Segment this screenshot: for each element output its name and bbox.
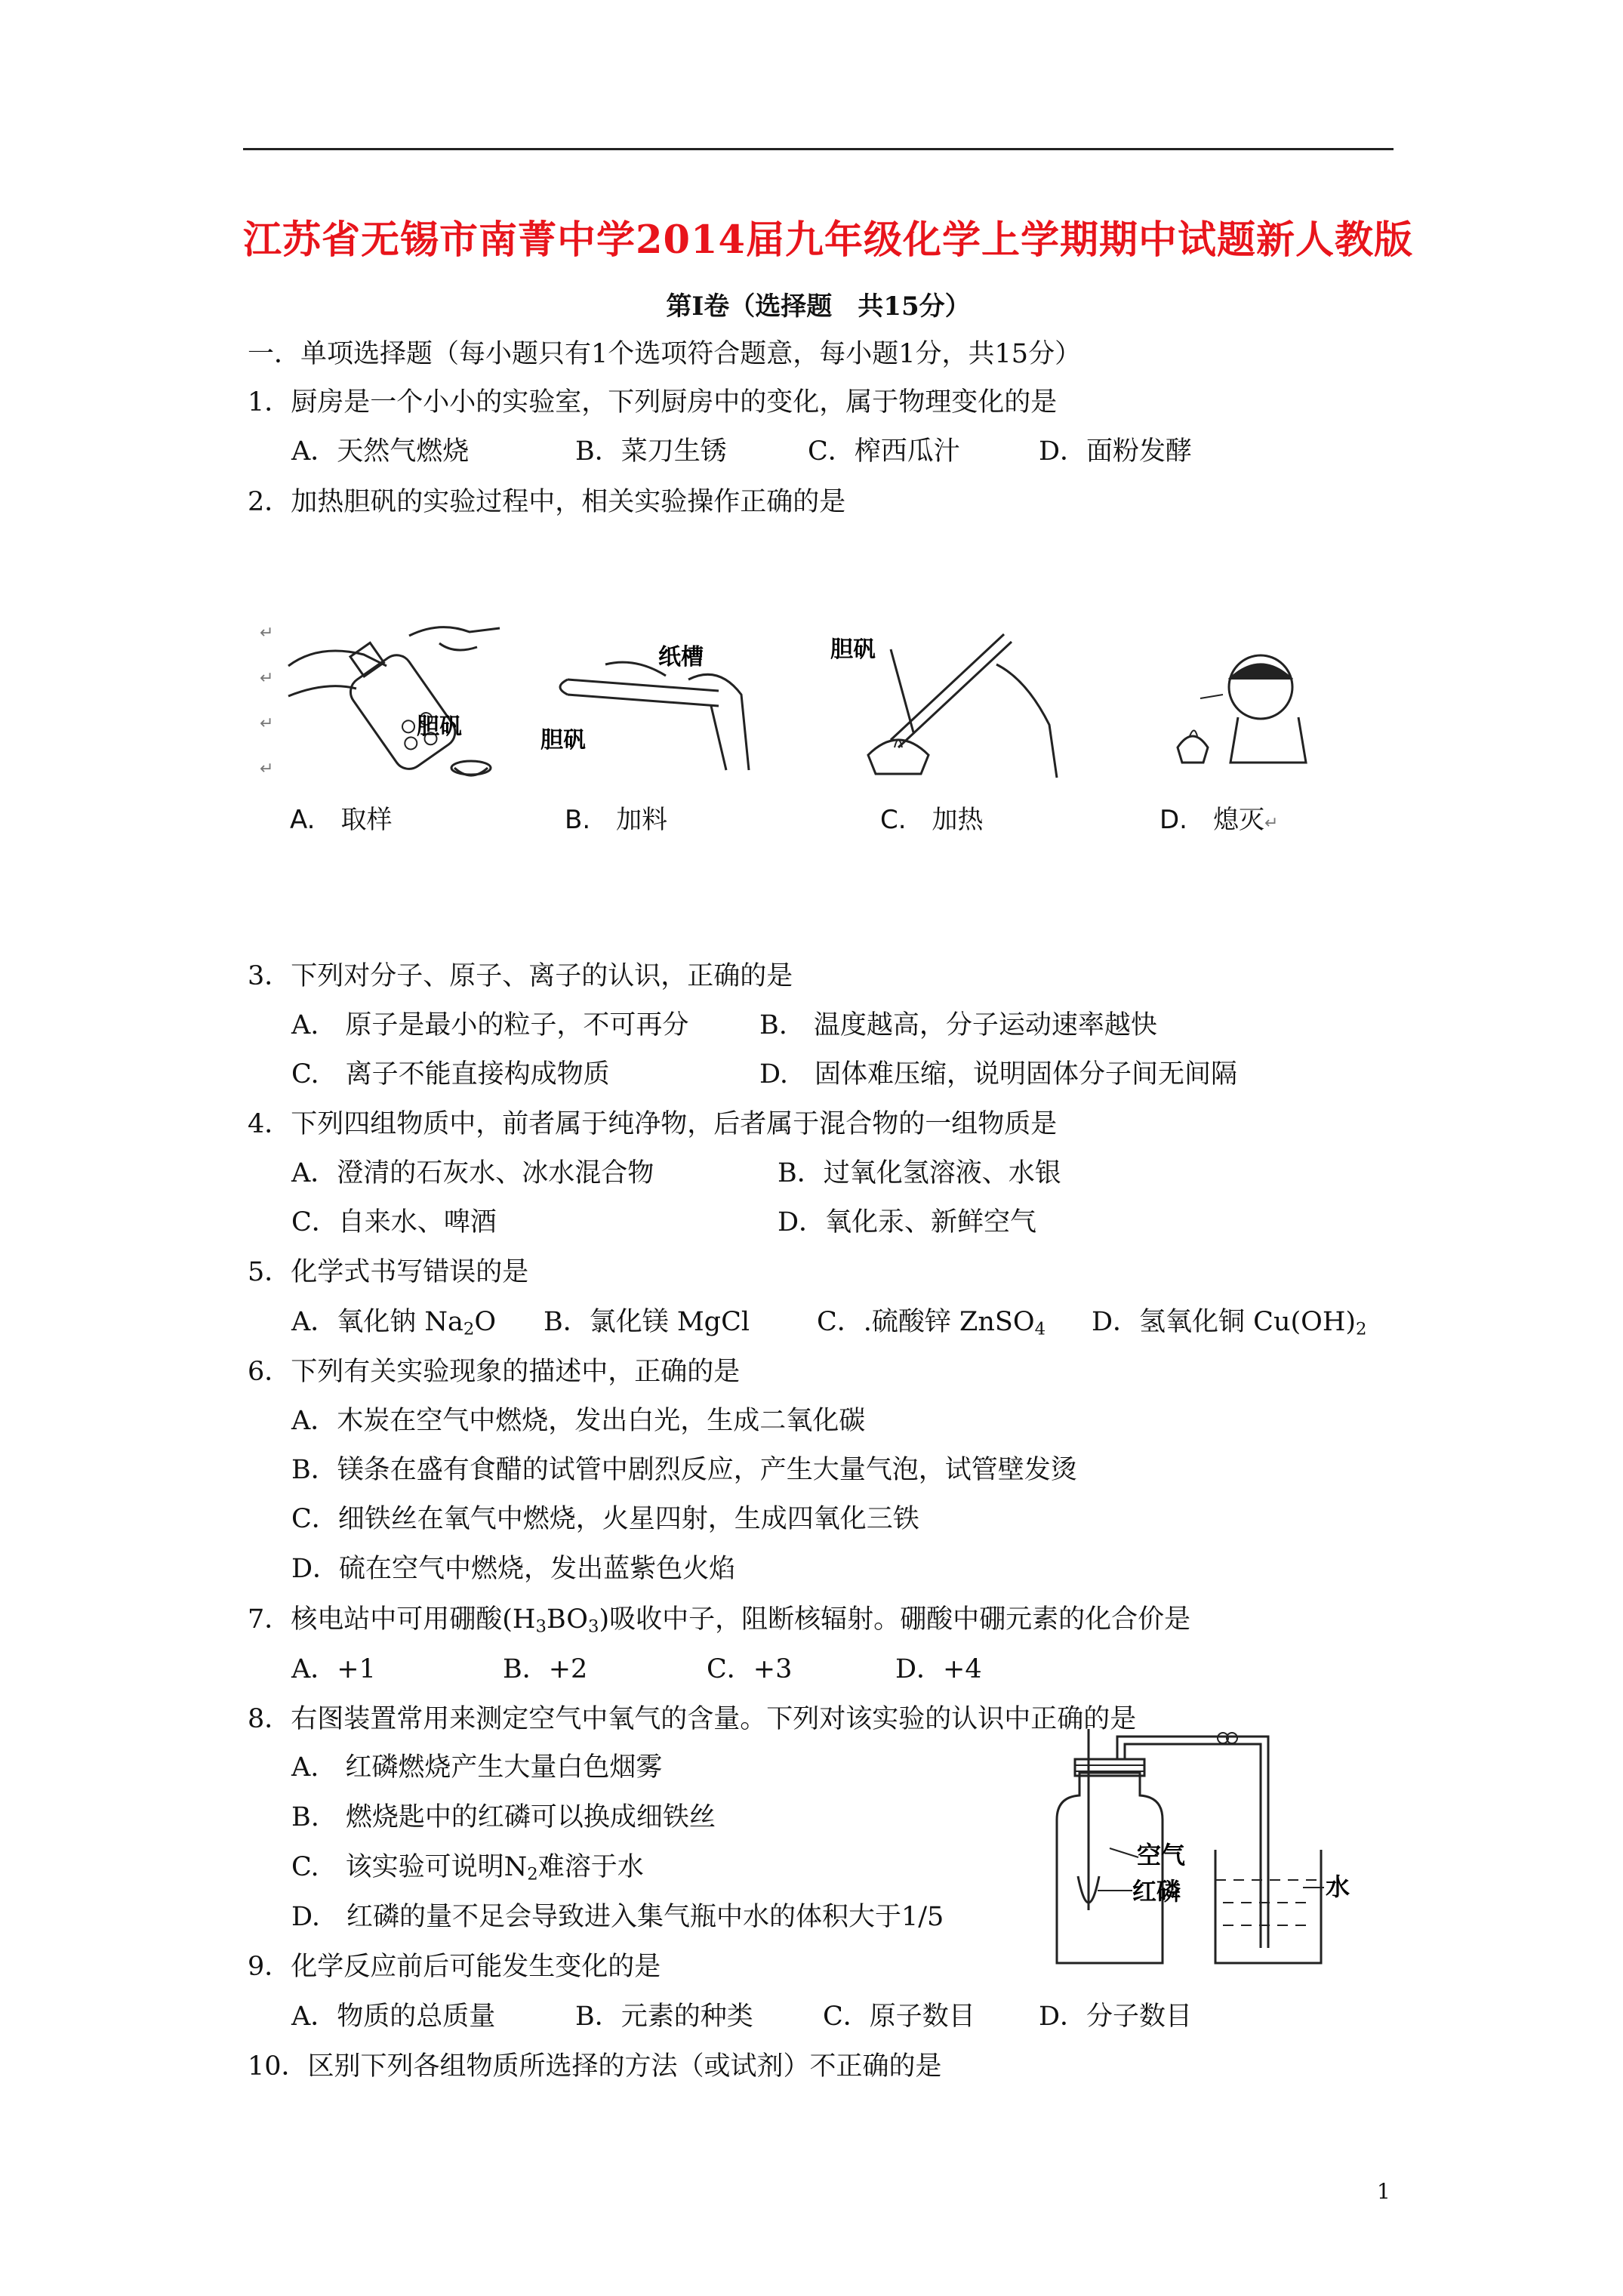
- q7-sub2: 3: [588, 1616, 599, 1637]
- q5-stem: 5．化学式书写错误的是: [248, 1257, 529, 1287]
- figure-d-extinguishing: [1147, 642, 1329, 793]
- q9-option-c: C．原子数目: [823, 2002, 975, 2032]
- q6-option-d: D．硫在空气中燃烧，发出蓝紫色火焰: [291, 1554, 736, 1584]
- return-mark: ↵: [260, 669, 274, 688]
- q5-a-post: O: [474, 1307, 497, 1337]
- q7-option-a: A．+1: [291, 1654, 376, 1684]
- q8-label-phosphorus: 红磷: [1132, 1877, 1181, 1906]
- q8-option-b: B. 燃烧匙中的红磷可以换成细铁丝: [291, 1802, 716, 1832]
- figure-a-sampling: [273, 613, 515, 787]
- section-heading: 第Ⅰ卷（选择题 共15分）: [666, 291, 971, 322]
- q7-stem-pre: 7．核电站中可用硼酸(H: [248, 1604, 536, 1635]
- q8-option-d: D. 红磷的量不足会导致进入集气瓶中水的体积大于1/5: [291, 1902, 944, 1932]
- part-heading: 一．单项选择题（每小题只有1个选项符合题意，每小题1分，共15分）: [248, 339, 1082, 369]
- q8-c-text: C. 该实验可说明N: [291, 1852, 528, 1882]
- figure-caption-b: B. 加料: [565, 805, 668, 835]
- q7-option-d: D．+4: [895, 1654, 982, 1684]
- q7-sub1: 3: [535, 1616, 547, 1637]
- q5-c-sub: 4: [1034, 1319, 1046, 1339]
- q4-option-c: C．自来水、啤酒: [291, 1207, 497, 1237]
- q8-label-water: 水: [1326, 1872, 1350, 1901]
- q9-option-d: D．分子数目: [1039, 2002, 1193, 2032]
- q4-option-a: A．澄清的石灰水、冰水混合物: [291, 1158, 654, 1188]
- exam-title: 江苏省无锡市南菁中学2014届九年级化学上学期期中试题新人教版: [243, 217, 1413, 263]
- page-number: 1: [1377, 2179, 1390, 2204]
- q3-option-a: A. 原子是最小的粒子，不可再分: [291, 1010, 689, 1040]
- q7-stem-mid: BO: [546, 1604, 589, 1635]
- q8-option-a: A. 红磷燃烧产生大量白色烟雾: [291, 1752, 663, 1783]
- q9-option-b: B．元素的种类: [575, 2002, 753, 2032]
- q5-d-text: D．氢氧化铜 Cu(OH): [1092, 1307, 1357, 1337]
- q10-stem: 10．区别下列各组物质所选择的方法（或试剂）不正确的是: [248, 2051, 942, 2082]
- q5-d-sub: 2: [1356, 1319, 1367, 1339]
- return-mark: ↵: [1264, 814, 1279, 833]
- figure-b-adding: [537, 634, 764, 785]
- q7-option-c: C．+3: [707, 1654, 793, 1684]
- q5-option-b: B．氯化镁 MgCl: [544, 1307, 750, 1337]
- q9-stem: 9．化学反应前后可能发生变化的是: [248, 1952, 661, 1982]
- figure-caption-a: A. 取样: [290, 805, 393, 835]
- q7-option-b: B．+2: [503, 1654, 588, 1684]
- q1-option-c: C．榨西瓜汁: [808, 436, 960, 467]
- q8-stem: 8．右图装置常用来测定空气中氧气的含量。下列对该实验的认识中正确的是: [248, 1704, 1137, 1734]
- q6-option-c: C．细铁丝在氧气中燃烧，火星四射，生成四氧化三铁: [291, 1504, 919, 1534]
- q8-c-sub: 2: [527, 1864, 538, 1885]
- q8-option-c: [291, 1851, 644, 1885]
- q5-option-d: [1092, 1306, 1367, 1340]
- q3-option-b: B. 温度越高，分子运动速率越快: [759, 1010, 1157, 1040]
- q7-stem: [248, 1604, 1190, 1638]
- figure-b-label-zhicao: 纸槽: [658, 644, 704, 670]
- q9-option-a: A．物质的总质量: [291, 2002, 496, 2032]
- q1-option-b: B．菜刀生锈: [575, 436, 727, 467]
- header-rule: [243, 148, 1394, 150]
- q3-option-c: C. 离子不能直接构成物质: [291, 1059, 610, 1089]
- q4-option-d: D．氧化汞、新鲜空气: [778, 1207, 1037, 1237]
- figure-b-label-danfan: 胆矾: [540, 727, 586, 754]
- q4-stem: 4．下列四组物质中，前者属于纯净物，后者属于混合物的一组物质是: [248, 1109, 1058, 1139]
- return-mark: ↵: [260, 624, 274, 643]
- q1-option-a: A．天然气燃烧: [291, 436, 470, 467]
- q2-stem: 2．加热胆矾的实验过程中，相关实验操作正确的是: [248, 487, 846, 517]
- q1-stem: 1．厨房是一个小小的实验室，下列厨房中的变化，属于物理变化的是: [248, 387, 1058, 418]
- return-mark: ↵: [260, 760, 274, 778]
- q5-a-sub: 2: [463, 1319, 475, 1339]
- q6-option-b: B．镁条在盛有食醋的试管中剧烈反应，产生大量气泡，试管壁发烫: [291, 1455, 1077, 1485]
- q8-label-air: 空气: [1137, 1841, 1186, 1869]
- figure-caption-d: [1160, 799, 1278, 836]
- q6-option-a: A．木炭在空气中燃烧，发出白光，生成二氧化碳: [291, 1406, 866, 1436]
- q3-option-d: D. 固体难压缩，说明固体分子间无间隔: [759, 1059, 1237, 1089]
- q8-apparatus-figure: [1034, 1729, 1374, 1978]
- figure-c-label: 胆矾: [830, 636, 876, 663]
- q5-option-a: [291, 1306, 496, 1340]
- q6-stem: 6．下列有关实验现象的描述中，正确的是: [248, 1357, 741, 1387]
- q8-c-post: 难溶于水: [537, 1852, 644, 1882]
- figure-caption-c: C. 加热: [880, 805, 984, 835]
- q5-option-c: [817, 1306, 1046, 1340]
- return-mark: ↵: [260, 714, 274, 733]
- figure-c-heating: [823, 619, 1064, 785]
- q5-c-text: C．.硫酸锌 ZnSO: [817, 1307, 1035, 1337]
- q5-a-text: A．氧化钠 Na: [291, 1307, 463, 1337]
- q3-stem: 3．下列对分子、原子、离子的认识，正确的是: [248, 961, 793, 991]
- q4-option-b: B．过氧化氢溶液、水银: [778, 1158, 1061, 1188]
- q7-stem-post: )吸收中子，阻断核辐射。硼酸中硼元素的化合价是: [599, 1604, 1191, 1635]
- q1-option-d: D．面粉发酵: [1039, 436, 1193, 467]
- figure-caption-d-text: D. 熄灭: [1160, 805, 1264, 835]
- figure-a-label: 胆矾: [417, 713, 462, 740]
